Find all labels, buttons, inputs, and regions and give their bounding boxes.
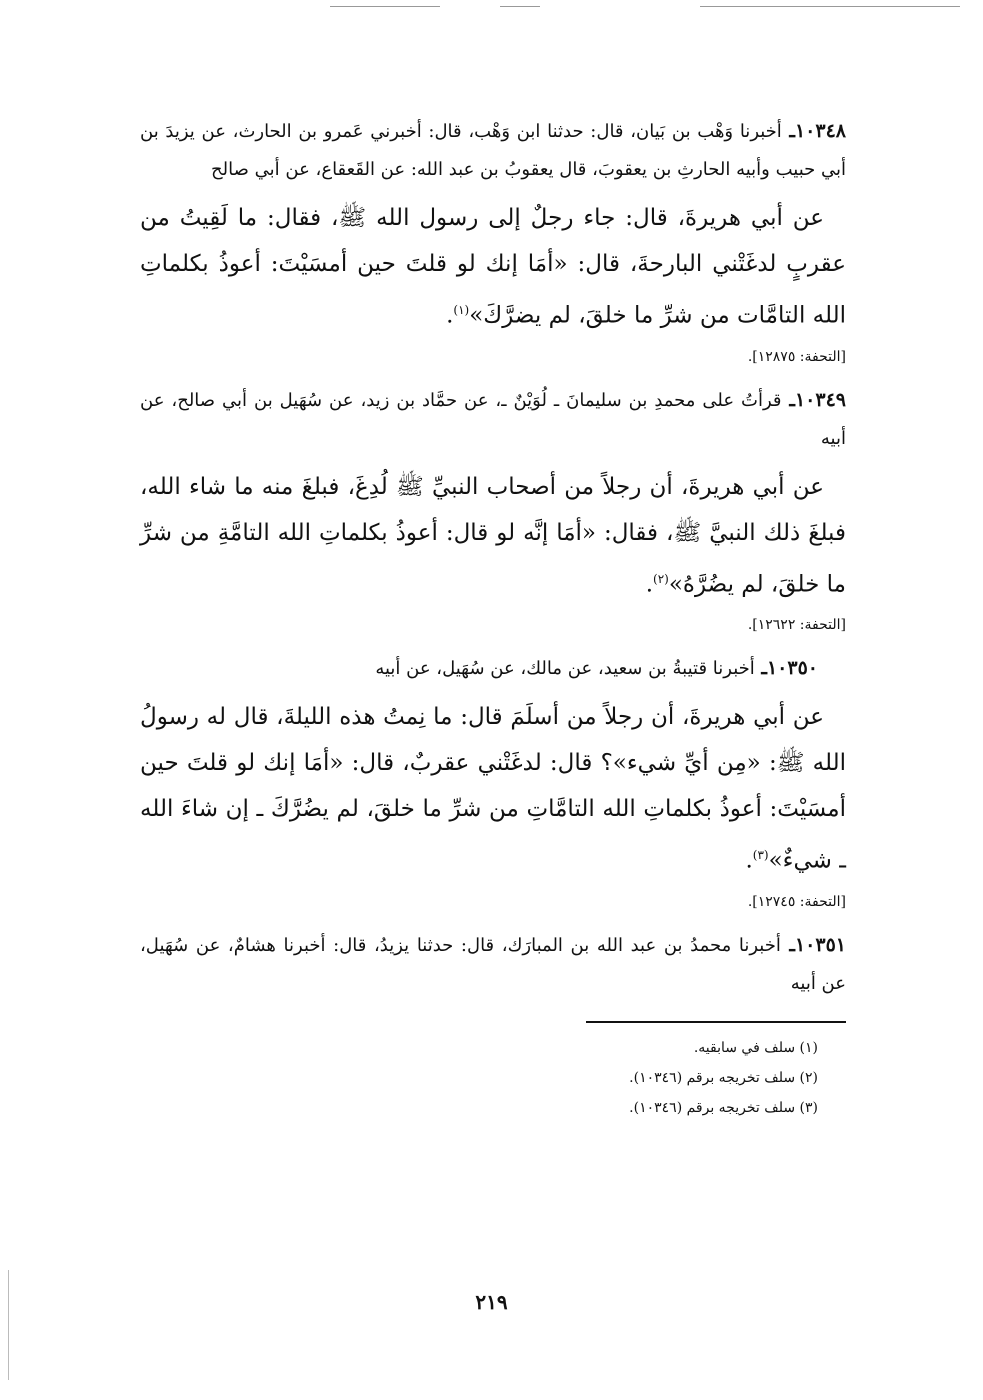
footnotes: [140, 1033, 846, 1123]
scan-margin-line: [8, 1270, 9, 1380]
hadith-matn: عن أبي هريرةَ، أن رجلاً من أسلَمَ قال: ما نِمتُ هذه الليلةَ، قال له رسولُ الله ﷺ: «مِن أيِّ شيء»؟ قال: لدغَتْني عقربٌ، قال: «أمَا إنك لو قلتَ حين أمسَيْتَ: أعوذُ بكلماتِ الله التامَّاتِ من شرِّ ما خلقَ، لم يضُرَّكَ ـ إن شاءَ الله ـ شيءٌ»$^{(٣)}$.: [140, 704, 847, 874]
page-body: [140, 112, 846, 1123]
footnote-separator: [586, 1021, 846, 1023]
hadith-number: ١٠٣٤٩: [794, 388, 846, 411]
top-rule-right: [700, 6, 960, 7]
top-rule-mid: [500, 6, 540, 7]
footnote-2: (٢) سلف تخريجه برقم (١٠٣٤٦).: [629, 1069, 818, 1086]
footnote-1: (١) سلف في سابقيه.: [693, 1039, 818, 1056]
isnad-text: أخبرنا وَهْب بن بَيان، قال: حدثنا ابن وَهْب، قال: أخبرني عَمرو بن الحارث، عن يزيدَ بن أبي حبيب وأبيه الحارثِ بن يعقوبَ، قال يعقوبُ بن عبد الله: عن القَعقاع، عن أبي صالح: [140, 121, 846, 180]
hadith-isnad: ١٠٣٤٩ـ قرأتُ على محمدِ بن سليمانَ ـ لُوَيْنٌ ـ، عن حمَّاد بن زيد، عن سُهَيل بن أبي صالح، عن أبيه: [140, 388, 846, 449]
hadith-number: ١٠٣٥١: [794, 933, 846, 956]
matn-text: عن أبي هريرةَ، أن رجلاً من أصحاب النبيِّ ﷺ لُدِغَ، فبلغَ منه ما شاء الله، فبلغَ ذلك النبيَّ ﷺ، فقال: «أمَا إنَّه لو قال: أعوذُ بكلماتِ الله التامَّةِ من شرِّ ما خلقَ، لم يضُرَّهُ»: [140, 473, 846, 598]
top-rule-left: [330, 6, 440, 7]
hadith-matn: عن أبي هريرةَ، قال: جاء رجلٌ إلى رسول الله ﷺ، فقال: ما لَقِيتُ من عقربٍ لدغَتْني البارحةَ، قال: «أمَا إنك لو قلتَ حين أمسَيْتَ: أعوذُ بكلماتِ الله التامَّات من شرِّ ما خلقَ، لم يضرَّكَ»$^{(١)}$.: [140, 205, 846, 329]
isnad-text: أخبرنا محمدُ بن عبد الله بن المبارَك، قال: حدثنا يزيدُ، قال: أخبرنا هشامٌ، عن سُهَيل، عن أبيه: [140, 934, 846, 994]
footnote-marker: (٣): [752, 848, 769, 863]
matn-text: عن أبي هريرةَ، قال: جاء رجلٌ إلى رسول الله ﷺ، فقال: ما لَقِيتُ من عقربٍ لدغَتْني البارحةَ، قال: «أمَا إنك لو قلتَ حين أمسَيْتَ: أعوذُ بكلماتِ الله التامَّات من شرِّ ما خلقَ، لم يضرَّكَ»: [140, 205, 846, 329]
isnad-text: قرأتُ على محمدِ بن سليمانَ ـ لُوَيْنٌ ـ، عن حمَّاد بن زيد، عن سُهَيل بن أبي صالح، عن أبيه: [140, 389, 846, 449]
footnote-marker: (٢): [653, 571, 669, 586]
hadith-matn: عن أبي هريرةَ، أن رجلاً من أصحاب النبيِّ ﷺ لُدِغَ، فبلغَ منه ما شاء الله، فبلغَ ذلك النبيَّ ﷺ، فقال: «أمَا إنَّه لو قال: أعوذُ بكلماتِ الله التامَّةِ من شرِّ ما خلقَ، لم يضُرَّهُ»$^{(٢)}$.: [140, 473, 846, 598]
tuhfa-reference: [التحفة: ١٢٨٧٥].: [747, 348, 846, 365]
footnote-marker: (١): [453, 303, 470, 317]
hadith-isnad: ١٠٣٤٨ـ أخبرنا وَهْب بن بَيان، قال: حدثنا ابن وَهْب، قال: أخبرني عَمرو بن الحارث، عن يزيدَ بن أبي حبيب وأبيه الحارثِ بن يعقوبَ، قال يعقوبُ بن عبد الله: عن القَعقاع، عن أبي صالح: [140, 120, 846, 180]
tuhfa-reference: [التحفة: ١٢٦٢٢].: [747, 617, 846, 634]
matn-text: عن أبي هريرةَ، أن رجلاً من أسلَمَ قال: ما نِمتُ هذه الليلةَ، قال له رسولُ الله ﷺ: «مِن أيِّ شيء»؟ قال: لدغَتْني عقربٌ، قال: «أمَا إنك لو قلتَ حين أمسَيْتَ: أعوذُ بكلماتِ الله التامَّاتِ من شرِّ ما خلقَ، لم يضُرَّكَ ـ إن شاءَ الله ـ شيءٌ»: [140, 704, 847, 874]
isnad-text: أخبرنا قتيبةُ بن سعيد، عن مالك، عن سُهَيل، عن أبيه: [375, 658, 755, 680]
hadith-number: ١٠٣٥٠: [766, 657, 818, 680]
footnote-3: (٣) سلف تخريجه برقم (١٠٣٤٦).: [629, 1099, 818, 1116]
page-number: ٢١٩: [475, 1290, 508, 1314]
tuhfa-reference: [التحفة: ١٢٧٤٥].: [747, 893, 846, 910]
hadith-isnad: ١٠٣٥١ـ أخبرنا محمدُ بن عبد الله بن المبارَك، قال: حدثنا يزيدُ، قال: أخبرنا هشامٌ، عن سُهَيل، عن أبيه: [140, 933, 846, 994]
hadith-isnad: ١٠٣٥٠ـ أخبرنا قتيبةُ بن سعيد، عن مالك، عن سُهَيل، عن أبيه: [375, 657, 818, 680]
hadith-number: ١٠٣٤٨: [794, 120, 846, 142]
